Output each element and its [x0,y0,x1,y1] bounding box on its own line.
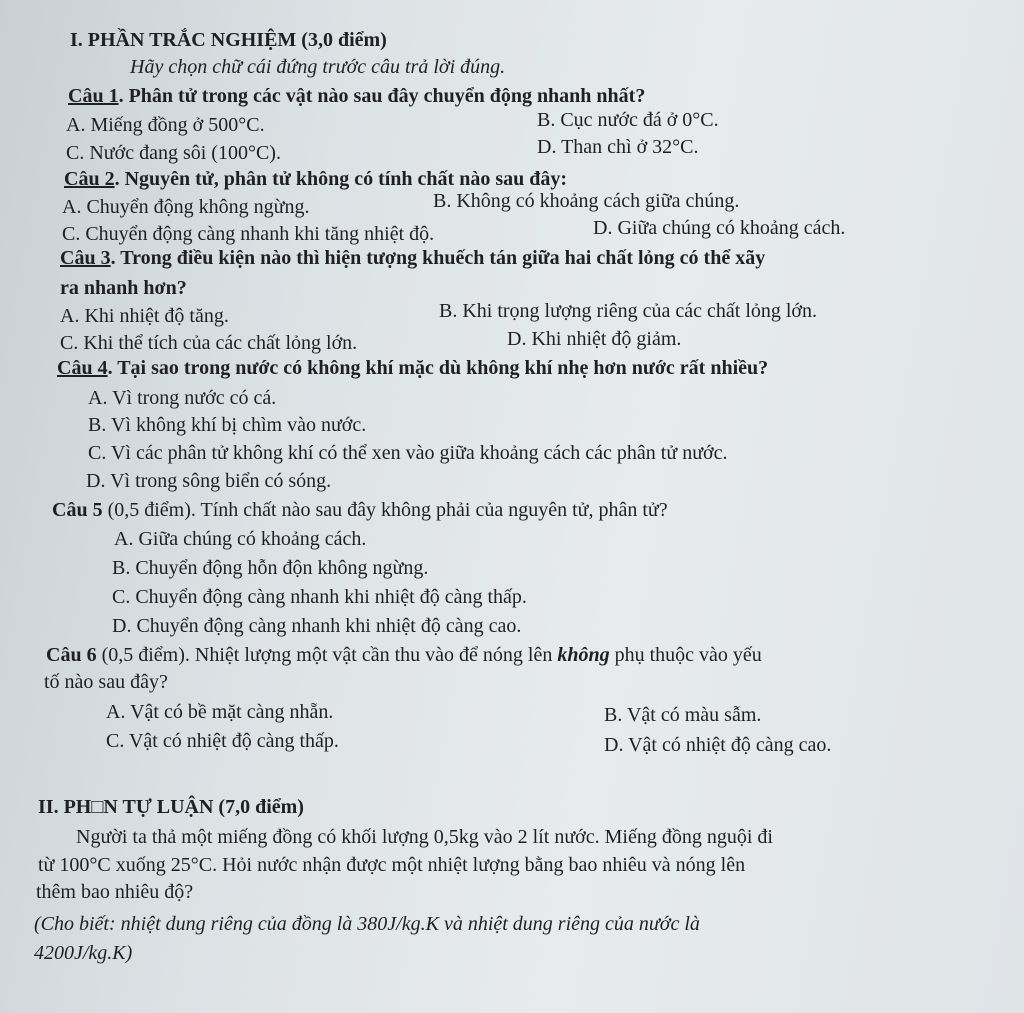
q2-option-a: A. Chuyển động không ngừng. [62,196,310,218]
q2-label: Câu 2 [64,168,115,190]
q4-option-b: B. Vì không khí bị chìm vào nước. [88,414,367,436]
q1-option-b: B. Cục nước đá ở 0°C. [537,109,719,131]
part2-paragraph-line3: thêm bao nhiêu độ? [36,881,194,903]
q5-option-c: C. Chuyển động càng nhanh khi nhiệt độ càng thấp. [112,586,527,608]
q6-option-a: A. Vật có bề mặt càng nhẵn. [106,701,334,723]
q6-text-post: phụ thuộc vào yếu [609,644,762,666]
q1-option-a: A. Miếng đồng ở 500°C. [66,114,265,136]
part1-heading: I. PHẦN TRẮC NGHIỆM (3,0 điểm) [70,29,387,51]
q4-option-a: A. Vì trong nước có cá. [88,387,277,409]
q5-stem [52,498,668,522]
q2-stem [64,167,567,191]
q4-option-d: D. Vì trong sông biển có sóng. [86,470,332,492]
q6-stem-cont: tố nào sau đây? [44,671,168,693]
part1-instruction: Hãy chọn chữ cái đứng trước câu trả lời đúng. [130,56,506,78]
q4-text: . Tại sao trong nước có không khí mặc dù không khí nhẹ hơn nước rất nhiều? [107,357,769,379]
q5-option-b: B. Chuyển động hỗn độn không ngừng. [112,557,429,579]
q2-option-c: C. Chuyển động càng nhanh khi tăng nhiệt độ. [62,223,435,245]
part2-paragraph-line2: từ 100°C xuống 25°C. Hỏi nước nhận được một nhiệt lượng bằng bao nhiêu và nóng lên [38,854,746,876]
q6-option-c: C. Vật có nhiệt độ càng thấp. [106,730,339,752]
q1-stem [68,84,645,108]
q6-label: Câu 6 [46,644,97,666]
part2-heading: II. PH□N TỰ LUẬN (7,0 điểm) [38,796,304,818]
q1-option-d: D. Than chì ở 32°C. [537,136,699,158]
q5-text: (0,5 điểm). Tính chất nào sau đây không phải của nguyên tử, phân tử? [102,499,668,521]
q3-text: . Trong điều kiện nào thì hiện tượng khuếch tán giữa hai chất lỏng có thể xãy [110,247,766,269]
q3-label: Câu 3 [60,247,111,269]
q6-text-emphasis: không [557,644,610,666]
q4-option-c: C. Vì các phân tử không khí có thể xen vào giữa khoảng cách các phân tử nước. [88,442,728,464]
q3-option-a: A. Khi nhiệt độ tăng. [60,305,229,327]
part2-paragraph-line1: Người ta thả một miếng đồng có khối lượng 0,5kg vào 2 lít nước. Miếng đồng nguội đi [76,826,773,848]
q3-stem-cont: ra nhanh hơn? [60,277,187,299]
q6-text-pre: (0,5 điểm). Nhiệt lượng một vật cần thu vào để nóng lên [96,644,558,666]
q1-text: . Phân tử trong các vật nào sau đây chuyển động nhanh nhất? [118,85,646,107]
q6-option-b: B. Vật có màu sẫm. [604,704,762,726]
q5-option-a: A. Giữa chúng có khoảng cách. [114,528,367,550]
q3-option-c: C. Khi thể tích của các chất lỏng lớn. [60,332,358,354]
q6-option-d: D. Vật có nhiệt độ càng cao. [604,734,832,756]
q6-stem [46,643,762,667]
q3-stem [60,246,765,270]
q5-option-d: D. Chuyển động càng nhanh khi nhiệt độ càng cao. [112,615,522,637]
part2-note-line2: 4200J/kg.K) [34,942,133,964]
part2-note-line1: (Cho biết: nhiệt dung riêng của đồng là 380J/kg.K và nhiệt dung riêng của nước là [34,913,700,935]
q2-option-b: B. Không có khoảng cách giữa chúng. [433,190,740,212]
q1-label: Câu 1 [68,85,119,107]
q1-option-c: C. Nước đang sôi (100°C). [66,142,281,164]
q2-text: . Nguyên tử, phân tử không có tính chất nào sau đây: [114,168,568,190]
q4-label: Câu 4 [57,357,108,379]
q5-label: Câu 5 [52,499,103,521]
q3-option-b: B. Khi trọng lượng riêng của các chất lỏng lớn. [439,300,818,322]
q2-option-d: D. Giữa chúng có khoảng cách. [593,217,846,239]
q3-option-d: D. Khi nhiệt độ giảm. [507,328,682,350]
q4-stem [57,356,768,380]
